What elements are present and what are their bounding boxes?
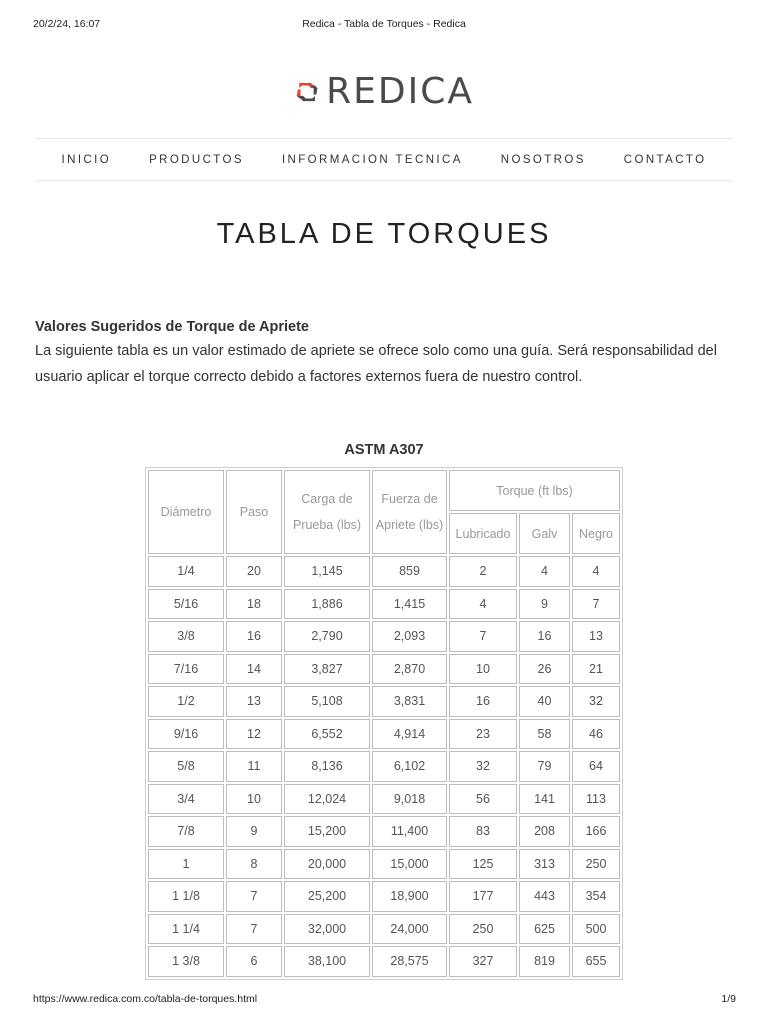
table-cell: 125 [449, 849, 517, 880]
table-cell: 1/2 [148, 686, 224, 717]
header-diametro: Diámetro [148, 470, 224, 554]
table-cell: 141 [519, 784, 570, 815]
table-cell: 13 [572, 621, 620, 652]
table-cell: 7 [226, 881, 282, 912]
table-row [148, 719, 620, 750]
table-cell: 46 [572, 719, 620, 750]
table-cell: 3,831 [372, 686, 447, 717]
table-cell: 83 [449, 816, 517, 847]
table-cell: 443 [519, 881, 570, 912]
table-cell: 20,000 [284, 849, 370, 880]
table-cell: 4 [449, 589, 517, 620]
print-footer [0, 993, 768, 1007]
header-galv: Galv [519, 513, 570, 554]
table-cell: 327 [449, 946, 517, 977]
intro-heading: Valores Sugeridos de Torque de Apriete [35, 319, 309, 335]
table-cell: 6 [226, 946, 282, 977]
print-date: 20/2/24, 16:07 [33, 18, 101, 30]
table-cell: 28,575 [372, 946, 447, 977]
table-cell: 1,415 [372, 589, 447, 620]
site-logo[interactable] [294, 70, 474, 114]
table-cell: 166 [572, 816, 620, 847]
table-cell: 9 [226, 816, 282, 847]
table-row [148, 881, 620, 912]
table-cell: 38,100 [284, 946, 370, 977]
page-title: TABLA DE TORQUES [216, 218, 552, 250]
table-row [148, 816, 620, 847]
main-nav [36, 138, 732, 181]
table-row [148, 751, 620, 782]
table-cell: 5,108 [284, 686, 370, 717]
table-cell: 7 [226, 914, 282, 945]
table-cell: 24,000 [372, 914, 447, 945]
table-cell: 16 [519, 621, 570, 652]
redica-logo-icon [294, 73, 320, 111]
nav-item-informacion-tecnica[interactable]: INFORMACION TECNICA [281, 153, 463, 166]
table-cell: 625 [519, 914, 570, 945]
table-cell: 2 [449, 556, 517, 587]
print-header [0, 18, 768, 32]
table-cell: 9 [519, 589, 570, 620]
table-cell: 16 [449, 686, 517, 717]
table-cell: 4 [519, 556, 570, 587]
table-row [148, 654, 620, 685]
table-cell: 32 [449, 751, 517, 782]
table-row [148, 686, 620, 717]
table-cell: 12,024 [284, 784, 370, 815]
table-cell: 20 [226, 556, 282, 587]
table-cell: 3/8 [148, 621, 224, 652]
table-cell: 58 [519, 719, 570, 750]
table-cell: 11,400 [372, 816, 447, 847]
table-cell: 9,018 [372, 784, 447, 815]
table-cell: 18,900 [372, 881, 447, 912]
table-cell: 10 [449, 654, 517, 685]
table-cell: 3/4 [148, 784, 224, 815]
table-cell: 655 [572, 946, 620, 977]
table-cell: 250 [572, 849, 620, 880]
table-cell: 32,000 [284, 914, 370, 945]
table-row [148, 784, 620, 815]
table-cell: 18 [226, 589, 282, 620]
table-cell: 32 [572, 686, 620, 717]
logo-text: REDICA [326, 71, 474, 112]
table-row [148, 946, 620, 977]
nav-item-nosotros[interactable]: NOSOTROS [500, 153, 586, 166]
table-cell: 7 [449, 621, 517, 652]
print-page-number: 1/9 [721, 993, 736, 1005]
table-cell: 21 [572, 654, 620, 685]
table-cell: 26 [519, 654, 570, 685]
table-cell: 1 3/8 [148, 946, 224, 977]
header-torque: Torque (ft lbs) [449, 470, 620, 511]
table-cell: 500 [572, 914, 620, 945]
header-negro: Negro [572, 513, 620, 554]
table-cell: 12 [226, 719, 282, 750]
table-row [148, 589, 620, 620]
table-cell: 113 [572, 784, 620, 815]
table-cell: 7 [572, 589, 620, 620]
print-title: Redica - Tabla de Torques - Redica [302, 18, 466, 30]
table-cell: 23 [449, 719, 517, 750]
table-cell: 1/4 [148, 556, 224, 587]
table-cell: 5/16 [148, 589, 224, 620]
table-cell: 64 [572, 751, 620, 782]
table-cell: 16 [226, 621, 282, 652]
print-url: https://www.redica.com.co/tabla-de-torques.html [33, 993, 258, 1005]
table-cell: 2,093 [372, 621, 447, 652]
table-row [148, 914, 620, 945]
header-fuerza: Fuerza de Apriete (lbs) [372, 470, 447, 554]
table-row [148, 849, 620, 880]
table-cell: 15,000 [372, 849, 447, 880]
table-cell: 5/8 [148, 751, 224, 782]
table-cell: 15,200 [284, 816, 370, 847]
torque-table [145, 467, 623, 980]
table-cell: 7/8 [148, 816, 224, 847]
table-cell: 6,552 [284, 719, 370, 750]
header-paso: Paso [226, 470, 282, 554]
table-cell: 7/16 [148, 654, 224, 685]
table-cell: 354 [572, 881, 620, 912]
table-cell: 40 [519, 686, 570, 717]
table-cell: 4,914 [372, 719, 447, 750]
table-cell: 1,145 [284, 556, 370, 587]
table-cell: 1,886 [284, 589, 370, 620]
table-title: ASTM A307 [344, 442, 424, 458]
table-cell: 1 1/4 [148, 914, 224, 945]
table-cell: 3,827 [284, 654, 370, 685]
table-cell: 6,102 [372, 751, 447, 782]
table-body [148, 556, 620, 977]
header-lubricado: Lubricado [449, 513, 517, 554]
nav-item-inicio[interactable]: INICIO [61, 153, 112, 166]
intro-section [35, 316, 735, 390]
table-cell: 2,790 [284, 621, 370, 652]
table-cell: 11 [226, 751, 282, 782]
table-cell: 8,136 [284, 751, 370, 782]
table-row [148, 621, 620, 652]
table-cell: 208 [519, 816, 570, 847]
table-cell: 13 [226, 686, 282, 717]
table-cell: 8 [226, 849, 282, 880]
table-cell: 1 1/8 [148, 881, 224, 912]
nav-item-contacto[interactable]: CONTACTO [623, 153, 707, 166]
table-cell: 2,870 [372, 654, 447, 685]
table-cell: 14 [226, 654, 282, 685]
intro-text: La siguiente tabla es un valor estimado de apriete se ofrece solo como una guía. Será responsabilidad del usuario aplicar el torque correcto debido a factores externos fuera de nuestro control. [35, 343, 717, 385]
nav-item-productos[interactable]: PRODUCTOS [149, 153, 244, 166]
table-cell: 250 [449, 914, 517, 945]
header-carga: Carga de Prueba (lbs) [284, 470, 370, 554]
table-cell: 1 [148, 849, 224, 880]
table-cell: 56 [449, 784, 517, 815]
table-cell: 10 [226, 784, 282, 815]
table-cell: 4 [572, 556, 620, 587]
table-row [148, 556, 620, 587]
table-cell: 25,200 [284, 881, 370, 912]
table-cell: 859 [372, 556, 447, 587]
table-cell: 313 [519, 849, 570, 880]
table-cell: 819 [519, 946, 570, 977]
table-cell: 177 [449, 881, 517, 912]
table-cell: 79 [519, 751, 570, 782]
table-cell: 9/16 [148, 719, 224, 750]
